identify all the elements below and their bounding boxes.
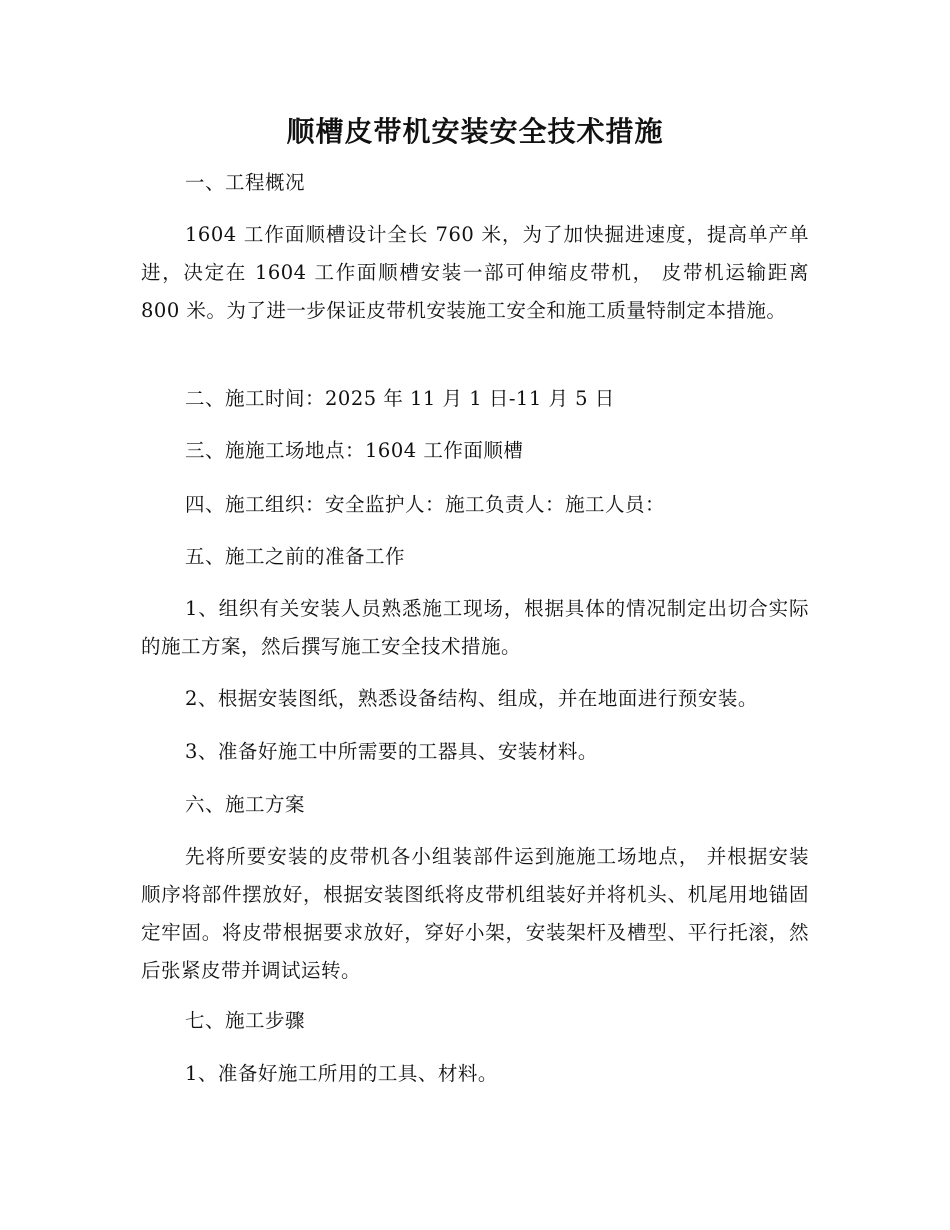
paragraph-preparation-1: 1、组织有关安装人员熟悉施工现场，根据具体的情况制定出切合实际的施工方案，然后撰写施工安全技术措施。 [141, 597, 809, 658]
section-heading-preparation: 五、施工之前的准备工作 [185, 545, 406, 568]
document-title: 顺槽皮带机安装安全技术措施 [286, 115, 664, 148]
section-heading-plan: 六、施工方案 [185, 793, 306, 816]
section-heading-overview: 一、工程概况 [185, 171, 306, 194]
paragraph-steps-1: 1、准备好施工所用的工具、材料。 [185, 1062, 498, 1085]
paragraph-preparation-2: 2、根据安装图纸，熟悉设备结构、组成，并在地面进行预安装。 [185, 687, 758, 710]
paragraph-preparation-3: 3、准备好施工中所需要的工器具、安装材料。 [185, 740, 598, 763]
section-construction-site: 三、施施工场地点：1604 工作面顺槽 [185, 439, 524, 462]
section-construction-time: 二、施工时间：2025 年 11 月 1 日-11 月 5 日 [185, 387, 615, 410]
section-heading-steps: 七、施工步骤 [185, 1009, 306, 1032]
section-construction-organization: 四、施工组织：安全监护人：施工负责人：施工人员： [185, 493, 666, 516]
paragraph-overview: 1604 工作面顺槽设计全长 760 米，为了加快掘进速度，提高单产单进，决定在 1604 工作面顺槽安装一部可伸缩皮带机， 皮带机运输距离 800 米。为了进一步保证皮带机安装施工安全和施工质量特制定本措施。 [141, 223, 809, 322]
paragraph-plan: 先将所要安装的皮带机各小组装部件运到施施工场地点， 并根据安装顺序将部件摆放好，根据安装图纸将皮带机组装好并将机头、机尾用地锚固定牢固。将皮带根据要求放好，穿好小架，安装架杆及槽型、平行托滚，然后张紧皮带并调试运转。 [141, 845, 809, 982]
